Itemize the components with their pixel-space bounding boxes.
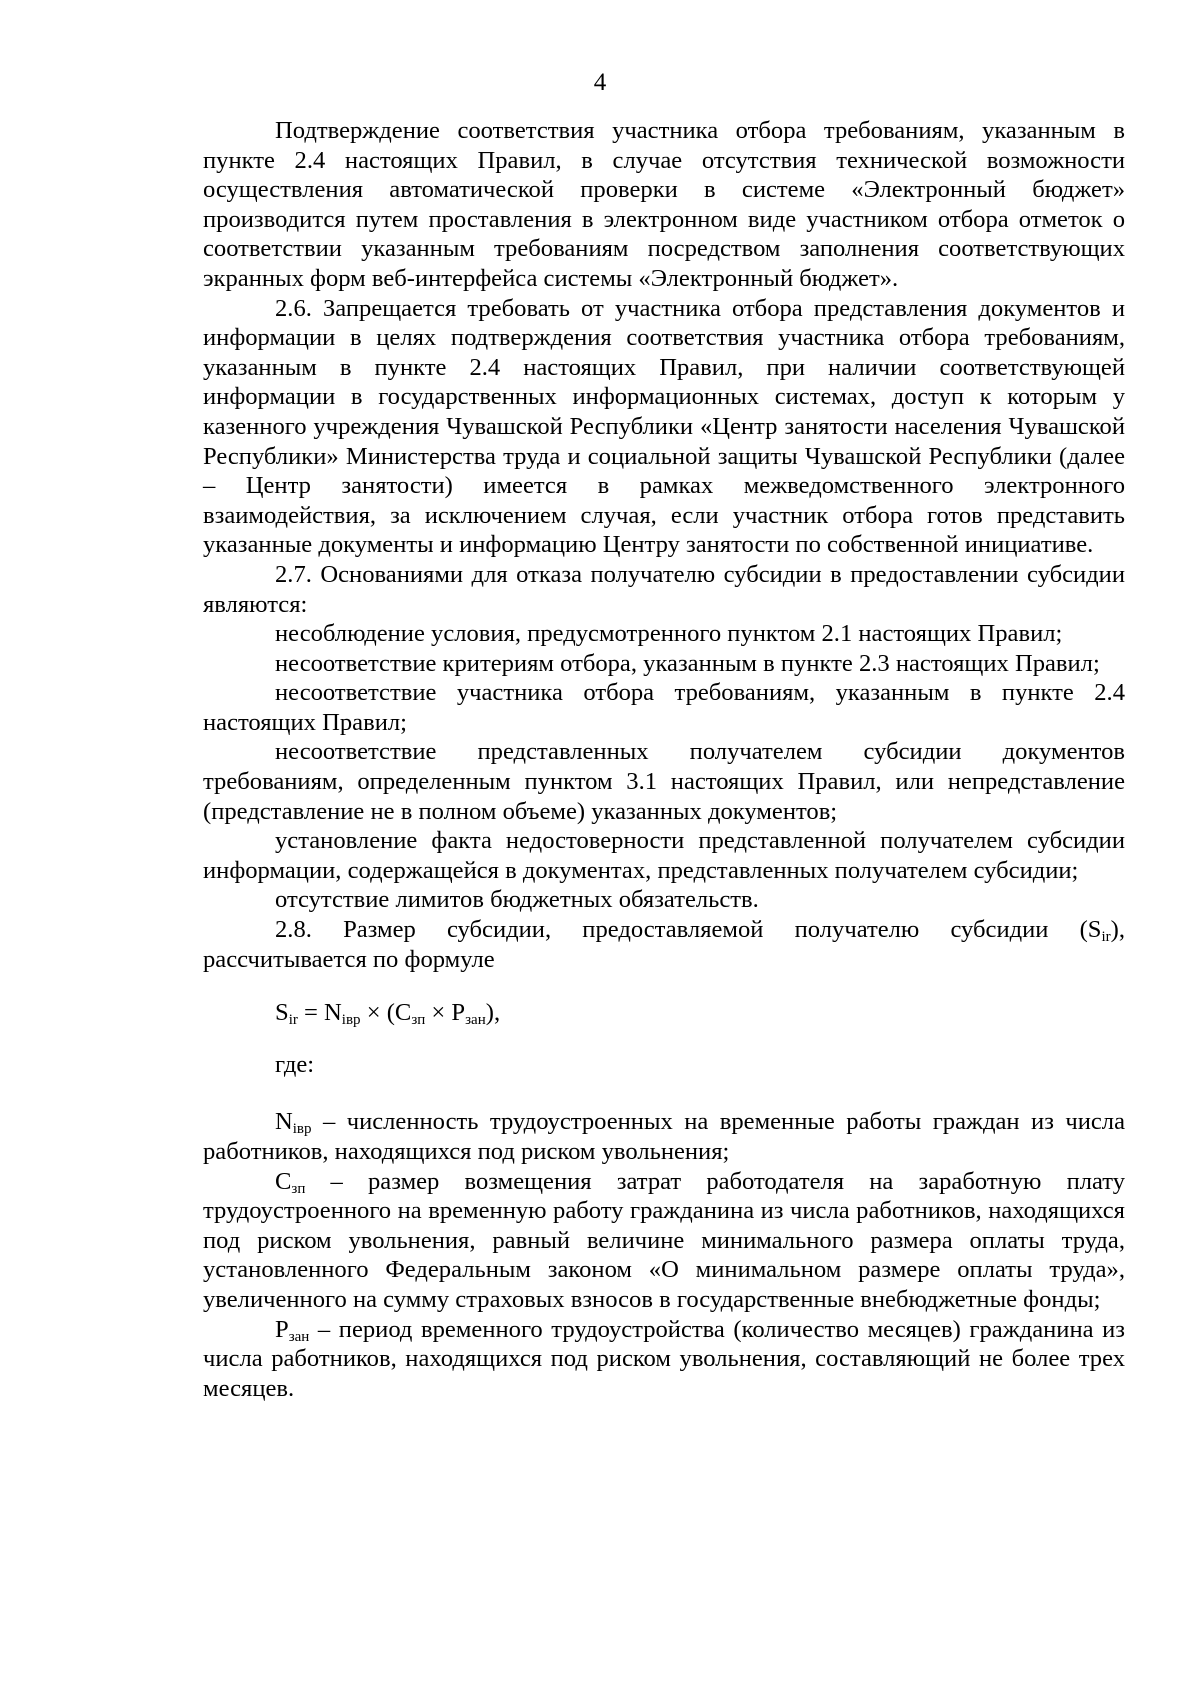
formula-s-sub: ir (288, 1012, 298, 1029)
definition-n-text: – численность трудоустроенных на временные работы граждан из числа работников, находящихся под риском увольнения; (203, 1108, 1125, 1165)
formula-times-c: × (C (360, 999, 412, 1027)
refusal-reason-6: отсутствие лимитов бюджетных обязательств. (275, 886, 759, 914)
formula-times-p: × P (425, 999, 466, 1027)
document-body (203, 116, 1125, 1403)
p28-text-after: ), рассчитывается по формуле (203, 916, 1125, 973)
page-number: 4 (593, 69, 607, 96)
paragraph-2-6: 2.6. Запрещается требовать от участника отбора представления документов и информации в целях подтверждения соответствия участника отбора требованиям, указанным в пункте 2.4 настоящих Правил, при наличии соответствующей информации в государственных информационных системах, доступ к которым у казенного учреждения Чувашской Республики «Центр занятости населения Чувашской Республики» Министерства труда и социальной защиты Чувашской Республики (далее – Центр занятости) имеется в рамках межведомственного электронного взаимодействия, за исключением случая, если участник отбора готов представить указанные документы и информацию Центру занятости по собственной инициативе. (203, 294, 1125, 559)
definition-c-sub: зп (291, 1180, 306, 1197)
definition-c-symbol: C (275, 1167, 292, 1195)
definition-c (203, 1167, 1125, 1315)
formula-s: S (275, 999, 289, 1027)
where-label: где: (275, 1050, 315, 1078)
subsidy-formula (203, 998, 1125, 1028)
paragraph-2-8 (203, 915, 1125, 974)
definition-n-symbol: N (275, 1108, 293, 1136)
formula-c-sub: зп (411, 1012, 426, 1029)
definition-p-text: – период временного трудоустройства (количество месяцев) гражданина из числа работников, находящихся под риском увольнения, составляющий не более трех месяцев. (203, 1315, 1125, 1402)
formula-eq-n: = N (297, 999, 342, 1027)
refusal-reason-1: несоблюдение условия, предусмотренного пунктом 2.1 настоящих Правил; (275, 620, 1063, 648)
definition-c-text: – размер возмещения затрат работодателя на заработную плату трудоустроенного на временную работу гражданина из числа работников, находящихся под риском увольнения, равный величине минимального размера оплаты труда, установленного Федеральным законом «О минимальном размере оплаты труда», увеличенного на сумму страховых взносов в государственные внебюджетные фонды; (203, 1167, 1125, 1313)
p28-text-before: 2.8. Размер субсидии, предоставляемой получателю субсидии (S (275, 916, 1102, 944)
formula-p-sub: зан (465, 1012, 486, 1029)
refusal-reason-2: несоответствие критериям отбора, указанным в пункте 2.3 настоящих Правил; (275, 649, 1100, 677)
definition-p-symbol: P (275, 1315, 289, 1343)
paragraph-confirmation: Подтверждение соответствия участника отбора требованиям, указанным в пункте 2.4 настоящих Правил, в случае отсутствия технической возможности осуществления автоматической проверки в системе «Электронный бюджет» производится путем проставления в электронном виде участником отбора отметок о соответствии указанным требованиям посредством заполнения соответствующих экранных форм веб-интерфейса системы «Электронный бюджет». (203, 117, 1125, 292)
refusal-reason-5: установление факта недостоверности представленной получателем субсидии информации, содержащейся в документах, представленных получателем субсидии; (203, 827, 1125, 884)
formula-n-sub: iвр (341, 1012, 361, 1029)
definition-n (203, 1107, 1125, 1166)
definition-n-sub: iвр (292, 1121, 312, 1138)
formula-end: ), (485, 999, 501, 1027)
paragraph-2-7: 2.7. Основаниями для отказа получателю субсидии в предоставлении субсидии являются: (203, 560, 1125, 618)
definition-p (203, 1315, 1125, 1404)
refusal-reason-3: несоответствие участника отбора требованиям, указанным в пункте 2.4 настоящих Правил; (203, 679, 1125, 736)
definition-p-sub: зан (288, 1328, 310, 1345)
refusal-reason-4: несоответствие представленных получателем субсидии документов требованиям, определенным пунктом 3.1 настоящих Правил, или непредставление (представление не в полном объеме) указанных документов; (203, 738, 1125, 825)
p28-subscript: ir (1101, 929, 1111, 946)
